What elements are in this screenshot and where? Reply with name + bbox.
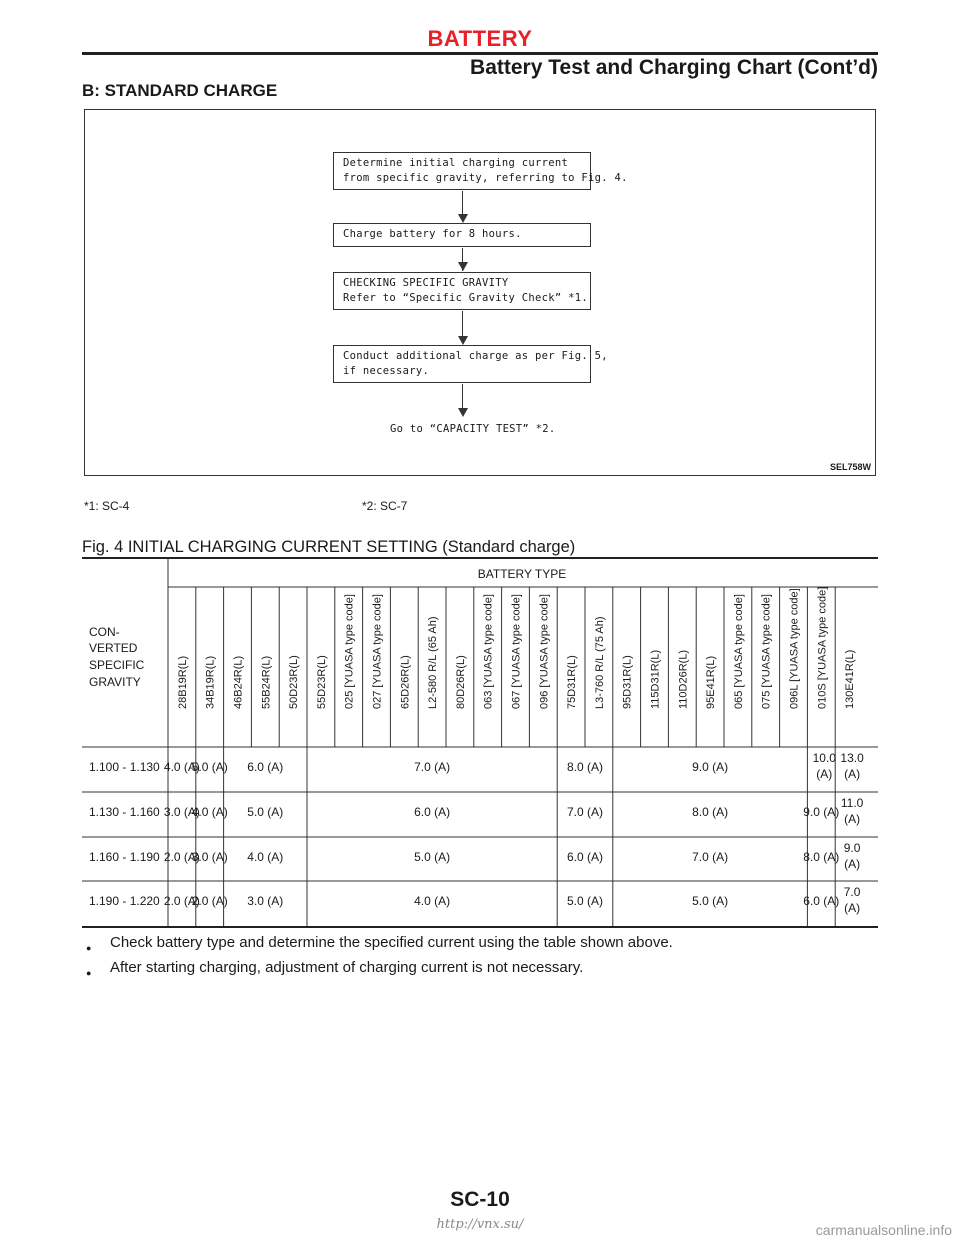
current-cell: 10.0 xyxy=(812,751,836,765)
battery-type-label: 110D26R(L) xyxy=(677,649,690,709)
table-title: Fig. 4 INITIAL CHARGING CURRENT SETTING (Standard charge) xyxy=(82,538,576,556)
flow-step-2: Charge battery for 8 hours. xyxy=(333,223,591,247)
current-cell: 4.0 (A) xyxy=(247,850,284,864)
current-cell: (A) xyxy=(816,767,833,781)
battery-type-label: 28B19R(L) xyxy=(176,655,189,709)
current-cell: 7.0 (A) xyxy=(692,850,729,864)
battery-type-label: 075 [YUASA type code] xyxy=(760,594,773,709)
row-header-line: VERTED xyxy=(89,641,138,655)
current-cell: 5.0 (A) xyxy=(247,805,284,819)
row-header-line: CON- xyxy=(89,625,120,639)
battery-type-label: 025 [YUASA type code] xyxy=(343,594,356,709)
battery-type-label: 95D31R(L) xyxy=(621,655,634,709)
current-cell: (A) xyxy=(844,901,861,915)
battery-type-label: 34B19R(L) xyxy=(204,655,217,709)
arrow-head-icon xyxy=(458,408,468,417)
current-cell: (A) xyxy=(844,767,861,781)
figure-code: SEL758W xyxy=(829,462,871,472)
current-cell: 9.0 xyxy=(843,841,861,855)
battery-type-label: 55D23R(L) xyxy=(315,655,328,709)
notes-list xyxy=(86,933,673,983)
current-cell: 13.0 xyxy=(840,751,864,765)
battery-type-label: 55B24R(L) xyxy=(260,655,273,709)
list-item xyxy=(86,958,673,983)
current-cell: 6.0 (A) xyxy=(803,894,840,908)
row-header-line: SPECIFIC xyxy=(89,658,145,672)
battery-type-label: 096L [YUASA type code] xyxy=(788,588,801,709)
current-cell: 4.0 (A) xyxy=(191,805,228,819)
flow-end-text: Go to “CAPACITY TEST” *2. xyxy=(390,423,556,435)
arrow-head-icon xyxy=(458,262,468,271)
current-cell: 8.0 (A) xyxy=(566,760,604,774)
watermark: carmanualsonline.info xyxy=(815,1222,952,1238)
gravity-cell: 1.100 - 1.130 xyxy=(89,760,160,774)
gravity-cell: 1.190 - 1.220 xyxy=(89,894,160,908)
battery-type-label: 80D26R(L) xyxy=(454,655,467,709)
page-number: SC-10 xyxy=(450,1188,510,1211)
battery-type-label: 50D23R(L) xyxy=(288,655,301,709)
current-cell: 7.0 (A) xyxy=(414,760,451,774)
note-text: After starting charging, adjustment of charging current is not necessary. xyxy=(110,959,584,976)
current-cell: 6.0 (A) xyxy=(566,850,604,864)
battery-type-header: BATTERY TYPE xyxy=(477,567,567,581)
battery-type-label: 065 [YUASA type code] xyxy=(732,594,745,709)
battery-type-label: L2-580 R/L (65 Ah) xyxy=(427,616,440,709)
current-cell: 5.0 (A) xyxy=(566,894,604,908)
current-cell: 3.0 (A) xyxy=(191,850,228,864)
note-text: Check battery type and determine the specified current using the table shown above. xyxy=(110,934,673,951)
current-cell: (A) xyxy=(844,857,861,871)
section-title: B: STANDARD CHARGE xyxy=(82,81,278,100)
current-cell: 4.0 (A) xyxy=(414,894,451,908)
current-cell: 5.0 (A) xyxy=(692,894,729,908)
footnote-1: *1: SC-4 xyxy=(84,499,130,513)
flow-step-1: Determine initial charging current from specific gravity, referring to Fig. 4. xyxy=(333,152,591,190)
current-cell: 7.0 (A) xyxy=(566,805,604,819)
current-cell: 6.0 (A) xyxy=(247,760,284,774)
list-item xyxy=(86,933,673,958)
battery-type-label: 063 [YUASA type code] xyxy=(482,594,495,709)
battery-type-label: 65D26R(L) xyxy=(399,655,412,709)
battery-type-label: 096 [YUASA type code] xyxy=(538,594,551,709)
current-cell: 9.0 (A) xyxy=(692,760,729,774)
current-cell: 9.0 (A) xyxy=(803,805,840,819)
charging-current-table xyxy=(82,559,878,927)
table-bottom-rule xyxy=(82,926,878,928)
arrow-head-icon xyxy=(458,214,468,223)
current-cell: 6.0 (A) xyxy=(414,805,451,819)
battery-type-label: 010S [YUASA type code] xyxy=(816,586,829,709)
current-cell: 4.0 (A) xyxy=(163,760,200,774)
battery-type-label: 115D31R(L) xyxy=(649,649,662,709)
flow-arrow xyxy=(462,311,463,336)
battery-type-label: 75D31R(L) xyxy=(566,655,579,709)
current-cell: (A) xyxy=(844,812,861,826)
row-header-line: GRAVITY xyxy=(89,675,141,689)
current-cell: 11.0 xyxy=(840,796,864,810)
current-cell: 3.0 (A) xyxy=(163,805,200,819)
page-title: Battery Test and Charging Chart (Cont’d) xyxy=(470,56,878,79)
flow-arrow xyxy=(462,384,463,408)
battery-type-label: 95E41R(L) xyxy=(705,655,718,709)
current-cell: 2.0 (A) xyxy=(191,894,228,908)
source-url[interactable]: http://vnx.su/ xyxy=(436,1217,524,1232)
current-cell: 5.0 (A) xyxy=(191,760,228,774)
battery-type-label: 027 [YUASA type code] xyxy=(371,594,384,709)
bullet-icon: ● xyxy=(86,943,92,953)
current-cell: 7.0 xyxy=(843,885,861,899)
footnote-2: *2: SC-7 xyxy=(362,499,408,513)
bullet-icon: ● xyxy=(86,968,92,978)
gravity-cell: 1.160 - 1.190 xyxy=(89,850,160,864)
current-cell: 5.0 (A) xyxy=(414,850,451,864)
flowchart-figure xyxy=(84,109,876,476)
current-cell: 3.0 (A) xyxy=(247,894,284,908)
arrow-head-icon xyxy=(458,336,468,345)
battery-type-label: 46B24R(L) xyxy=(232,655,245,709)
flow-step-4: Conduct additional charge as per Fig. 5, if necessary. xyxy=(333,345,591,383)
battery-type-label: 130E41R(L) xyxy=(844,649,857,709)
current-cell: 2.0 (A) xyxy=(163,894,200,908)
gravity-cell: 1.130 - 1.160 xyxy=(89,805,160,819)
header-rule xyxy=(82,52,878,55)
flow-arrow xyxy=(462,191,463,214)
current-cell: 2.0 (A) xyxy=(163,850,200,864)
flow-step-3: CHECKING SPECIFIC GRAVITY Refer to “Specific Gravity Check” *1. xyxy=(333,272,591,310)
current-cell: 8.0 (A) xyxy=(692,805,729,819)
battery-type-label: 067 [YUASA type code] xyxy=(510,594,523,709)
battery-type-label: L3-760 R/L (75 Ah) xyxy=(593,616,606,709)
section-header: BATTERY xyxy=(427,26,533,51)
current-cell: 8.0 (A) xyxy=(803,850,840,864)
